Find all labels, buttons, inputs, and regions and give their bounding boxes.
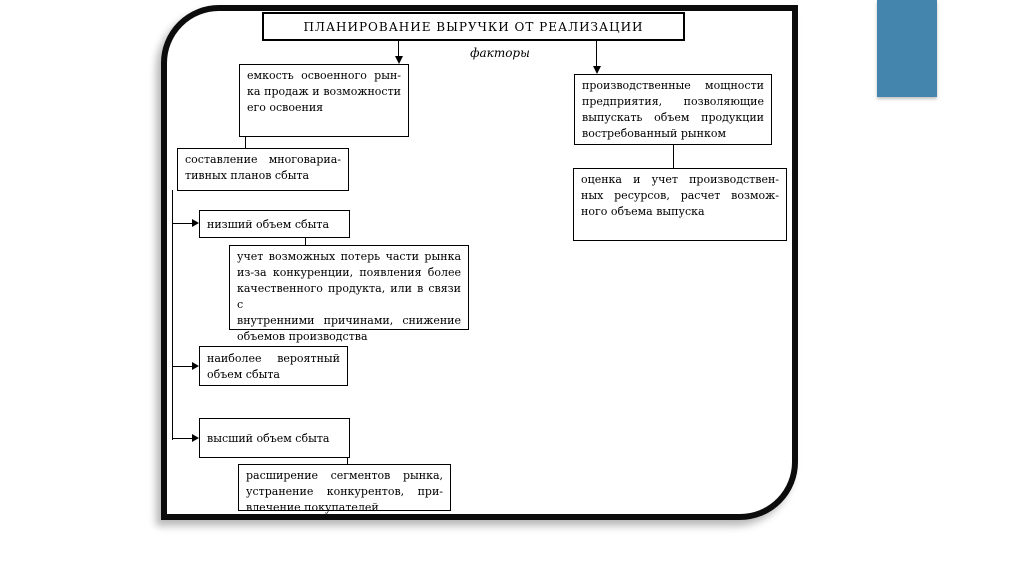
node-lowest-sales (199, 210, 350, 238)
node-market-expansion: расширение сегментов рынка, устранение конкурентов, при- влечение покупателей (238, 464, 451, 511)
blue-accent-rect (877, 0, 937, 97)
connector-rail-to-likely (172, 366, 193, 367)
connector-lowest-to-loss (305, 238, 306, 245)
arrowhead-down-capacity-icon (395, 56, 403, 64)
connector-production-to-resource (673, 145, 674, 168)
connector-highest-to-expansion (347, 458, 348, 464)
highest-sales-text: высший объем сбыта (207, 431, 330, 445)
connector-capacity-to-plans (245, 137, 246, 148)
connector-rail-to-highest (172, 438, 193, 439)
node-resource-assessment: оценка и учет производствен- ных ресурсов, расчет возмож- ного объема выпуска (573, 168, 787, 241)
connector-left-rail (172, 190, 173, 440)
arrowhead-right-lowest-icon (192, 219, 199, 227)
connector-rail-to-lowest (172, 223, 193, 224)
arrowhead-down-production-icon (593, 66, 601, 74)
title-box (262, 12, 685, 41)
node-loss-accounting: учет возможных потерь части рынка из-за конкуренции, появления более качественного продукта, или в связи с внутренними причинами, снижение объемов производства (229, 245, 469, 330)
factors-label: факторы (470, 46, 530, 60)
connector-title-to-capacity (398, 41, 399, 57)
node-production-capacity: производственные мощности предприятия, позволяющие выпускать объем продукции востребованный рынком (574, 74, 772, 145)
arrowhead-right-likely-icon (192, 362, 199, 370)
node-most-likely-sales: наиболее вероятный объем сбыта (199, 346, 348, 386)
node-market-capacity: емкость освоенного рын- ка продаж и возможности его освоения (239, 64, 409, 137)
node-highest-sales (199, 418, 350, 458)
arrowhead-right-highest-icon (192, 434, 199, 442)
lowest-sales-text: низший объем сбыта (207, 217, 330, 231)
title-text: ПЛАНИРОВАНИЕ ВЫРУЧКИ ОТ РЕАЛИЗАЦИИ (303, 19, 644, 34)
connector-title-to-production (596, 41, 597, 67)
node-multivariant-plans: составление многовариа- тивных планов сбыта (177, 148, 349, 191)
